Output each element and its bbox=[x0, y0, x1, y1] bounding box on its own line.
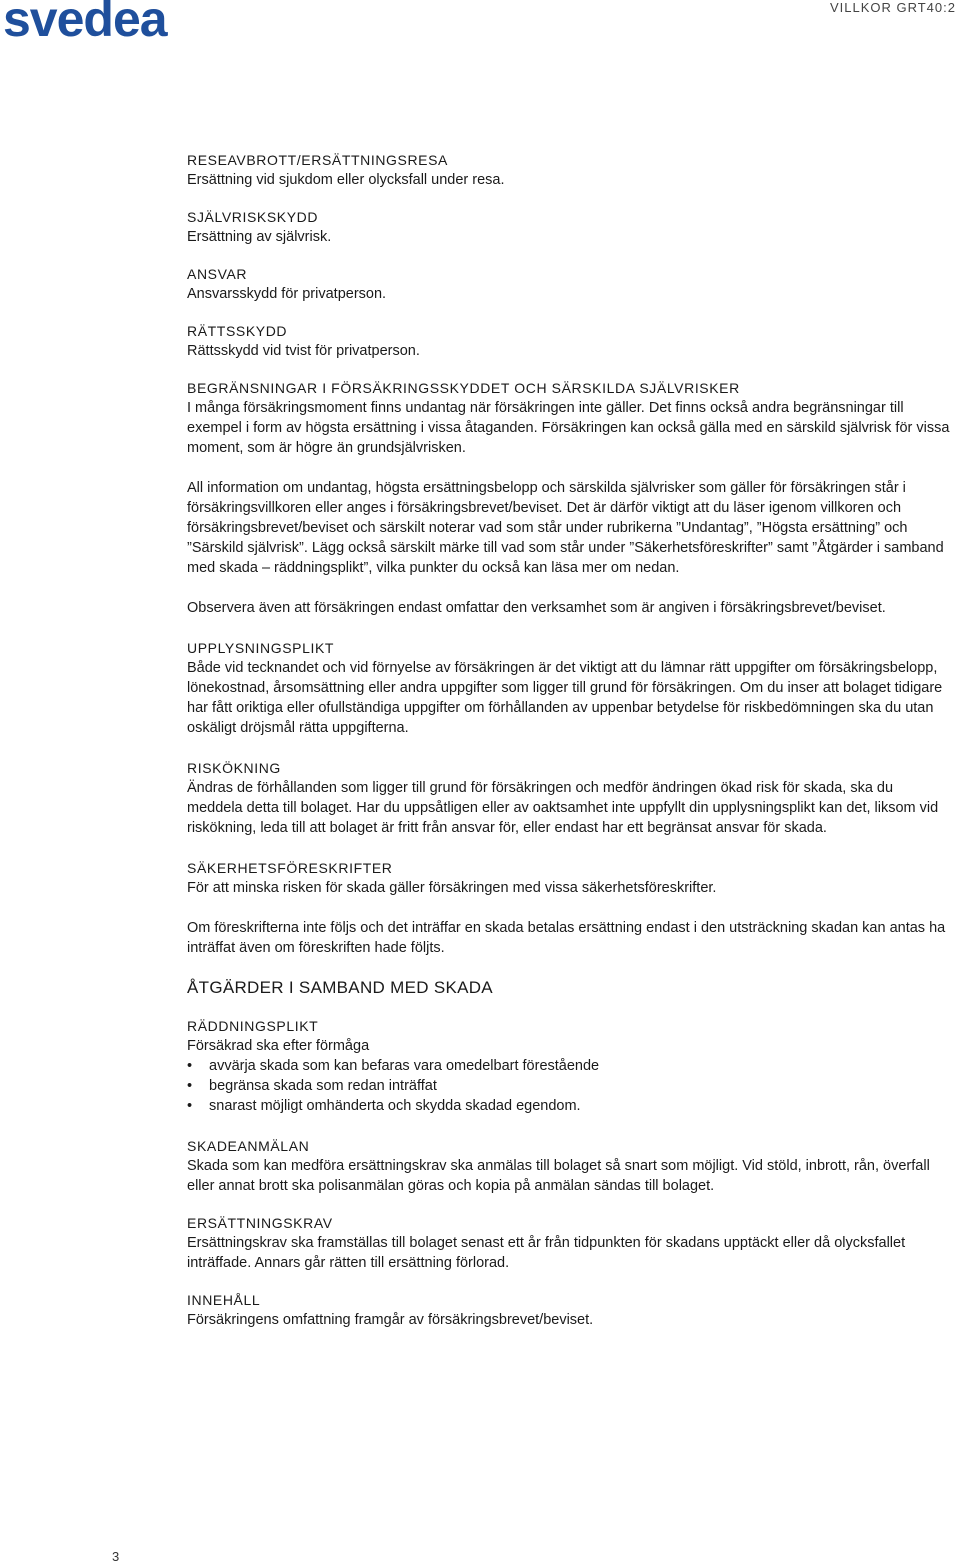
paragraph-foreskrifter-foljs: Om föreskrifterna inte följs och det inträffar en skada betalas ersättning endast i den utsträckning skadan kan antas ha inträffat även om föreskriften hade följts. bbox=[187, 920, 946, 956]
section-rattsskydd bbox=[187, 321, 951, 361]
section-sakerhetsforeskrifter bbox=[187, 858, 951, 898]
section-begransningar bbox=[187, 378, 951, 458]
bullet-icon: • bbox=[187, 1078, 193, 1094]
list-item-text: avvärja skada som kan befaras vara omedelbart förestående bbox=[209, 1058, 600, 1074]
section-heading: RISKÖKNING bbox=[187, 760, 281, 776]
section-ansvar bbox=[187, 264, 951, 304]
svedea-logo: svedea bbox=[3, 0, 167, 47]
section-text: Ersättning av självrisk. bbox=[187, 229, 332, 245]
section-heading: INNEHÅLL bbox=[187, 1292, 261, 1308]
bullet-list bbox=[187, 1056, 951, 1116]
section-text: För att minska risken för skada gäller försäkringen med vissa säkerhetsföreskrifter. bbox=[187, 880, 717, 896]
section-text: Både vid tecknandet och vid förnyelse av försäkringen är det viktigt att du lämnar rätt uppgifter om försäkringsbelopp, lönekostnad, årsomsättning eller andra uppgifter som ligger till grund för försäkringen. Om du inser att bolaget tidigare har fått oriktiga eller ofullständiga uppgifter om förhållanden av uppenbar betydelse för riskbedömningen ska du utan oskäligt dröjsmål rätta uppgifterna. bbox=[187, 660, 943, 736]
list-item bbox=[187, 1096, 951, 1116]
section-heading: RESEAVBROTT/ERSÄTTNINGSRESA bbox=[187, 152, 448, 168]
section-heading: SKADEANMÄLAN bbox=[187, 1138, 310, 1154]
section-heading: SJÄLVRISKSKYDD bbox=[187, 209, 319, 225]
section-text: Försäkringens omfattning framgår av försäkringsbrevet/beviset. bbox=[187, 1312, 594, 1328]
section-heading: ANSVAR bbox=[187, 266, 248, 282]
section-heading: UPPLYSNINGSPLIKT bbox=[187, 640, 335, 656]
main-heading-atgarder: ÅTGÄRDER I SAMBAND MED SKADA bbox=[187, 978, 493, 997]
section-heading: SÄKERHETSFÖRESKRIFTER bbox=[187, 860, 393, 876]
section-heading: BEGRÄNSNINGAR I FÖRSÄKRINGSSKYDDET OCH SÄRSKILDA SJÄLVRISKER bbox=[187, 380, 740, 396]
list-item-text: begränsa skada som redan inträffat bbox=[209, 1078, 437, 1094]
bullet-icon: • bbox=[187, 1098, 193, 1114]
section-text: Rättsskydd vid tvist för privatperson. bbox=[187, 343, 420, 359]
section-upplysningsplikt bbox=[187, 638, 951, 738]
list-item bbox=[187, 1076, 951, 1096]
section-text: Ansvarsskydd för privatperson. bbox=[187, 286, 387, 302]
section-intro: Försäkrad ska efter förmåga bbox=[187, 1038, 370, 1054]
section-heading: RÄTTSSKYDD bbox=[187, 323, 288, 339]
paragraph-all-information: All information om undantag, högsta ersättningsbelopp och särskilda självrisker som gäller för försäkringen står i försäkringsvillkoren eller anges i försäkringsbrevet/beviset. Det är därför viktigt att du läser igenom villkoren och försäkringsbrevet/beviset och särskilt noterar vad som står under rubrikerna ”Undantag”, ”Högsta ersättning” och ”Särskild självrisk”. Lägg också särskilt märke till vad som står under ”Säkerhetsföreskrifter” samt ”Åtgärder i samband med skada – räddningsplikt”, vilka punkter du också kan läsa mer om nedan. bbox=[187, 480, 944, 576]
section-ersattningskrav bbox=[187, 1213, 951, 1273]
section-innehall bbox=[187, 1290, 951, 1330]
document-code: VILLKOR GRT40:2 bbox=[829, 0, 956, 15]
page-number: 3 bbox=[112, 1549, 120, 1564]
section-sjalvriskskydd bbox=[187, 207, 951, 247]
section-heading: RÄDDNINGSPLIKT bbox=[187, 1018, 319, 1034]
document-body bbox=[187, 150, 951, 1347]
section-skadeanmalan bbox=[187, 1136, 951, 1196]
section-text: I många försäkringsmoment finns undantag när försäkringen inte gäller. Det finns också andra begränsningar till exempel i form av högsta ersättning i vissa åtaganden. Försäkringen kan också gälla med en särskild självrisk för vissa moment, som är högre än grundsjälvrisken. bbox=[187, 400, 950, 456]
section-raddningsplikt bbox=[187, 1016, 951, 1116]
section-text: Ersättning vid sjukdom eller olycksfall under resa. bbox=[187, 172, 505, 188]
section-riskokning bbox=[187, 758, 951, 838]
section-text: Skada som kan medföra ersättningskrav ska anmälas till bolaget så snart som möjligt. Vid stöld, inbrott, rån, överfall eller annat brott ska polisanmälan göras och kopia på anmälan sändas till bolaget. bbox=[187, 1158, 930, 1194]
section-text: Ersättningskrav ska framställas till bolaget senast ett år från tidpunkten för skadans upptäckt eller då olycksfallet inträffade. Annars går rätten till ersättning förlorad. bbox=[187, 1235, 906, 1271]
bullet-icon: • bbox=[187, 1058, 193, 1074]
section-reseavbrott bbox=[187, 150, 951, 190]
section-text: Ändras de förhållanden som ligger till grund för försäkringen och medför ändringen ökad risk för skada, ska du meddela detta till bolaget. Har du uppsåtligen eller av oaktsamhet inte uppfyllt din upplysningsplikt kan det, liksom vid riskökning, leda till att bolaget är fritt från ansvar för, eller endast har ett begränsat ansvar för skada. bbox=[187, 780, 939, 836]
paragraph-observera: Observera även att försäkringen endast omfattar den verksamhet som är angiven i försäkringsbrevet/beviset. bbox=[187, 600, 886, 616]
list-item-text: snarast möjligt omhänderta och skydda skadad egendom. bbox=[209, 1098, 581, 1114]
list-item bbox=[187, 1056, 951, 1076]
section-heading: ERSÄTTNINGSKRAV bbox=[187, 1215, 333, 1231]
